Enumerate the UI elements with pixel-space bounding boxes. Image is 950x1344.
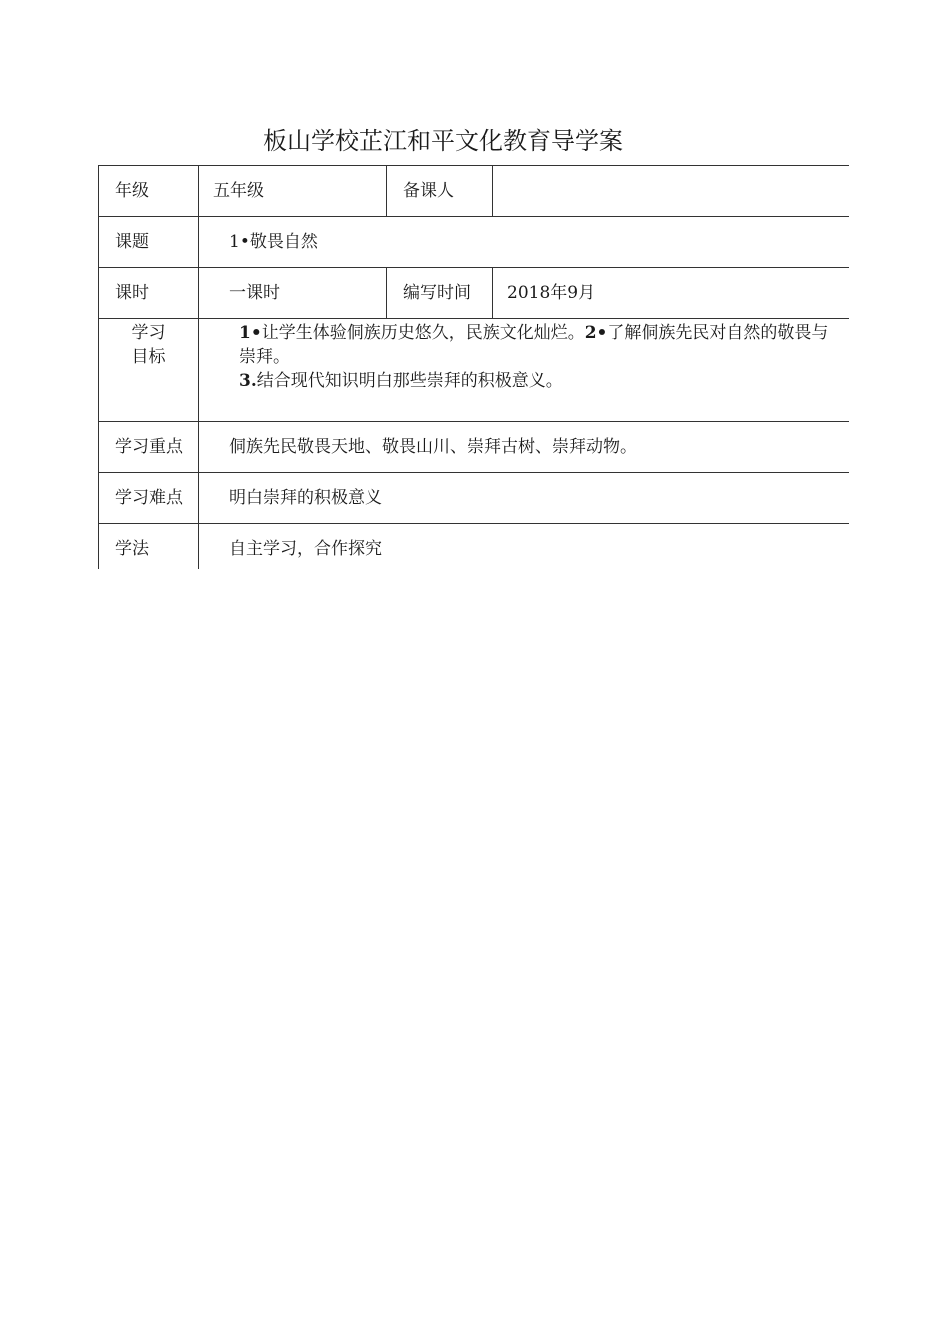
- method-label: 学法: [99, 524, 199, 570]
- method-value: 自主学习，合作探究: [199, 524, 850, 570]
- page-title: 板山学校芷江和平文化教育导学案: [263, 127, 623, 155]
- key-points-label: 学习重点: [99, 422, 199, 473]
- table-row-method: [99, 524, 850, 570]
- table-row-grade: [99, 166, 850, 217]
- table-row-key-points: [99, 422, 850, 473]
- difficulty-label: 学习难点: [99, 473, 199, 524]
- table-row-period: [99, 268, 850, 319]
- preparer-label: 备课人: [387, 166, 493, 217]
- table-row-difficulty: [99, 473, 850, 524]
- goal-2-number: 2•: [584, 323, 608, 343]
- goals-content: [199, 319, 850, 422]
- period-label: 课时: [99, 268, 199, 319]
- topic-label: 课题: [99, 217, 199, 268]
- goal-3-text: 结合现代知识明白那些崇拜的积极意义。: [256, 371, 563, 391]
- grade-label: 年级: [99, 166, 199, 217]
- goals-label: [99, 319, 199, 422]
- difficulty-value: 明白崇拜的积极意义: [199, 473, 850, 524]
- key-points-value: 侗族先民敬畏天地、敬畏山川、崇拜古树、崇拜动物。: [199, 422, 850, 473]
- preparer-value: [493, 166, 850, 217]
- goals-label-line-2: 目标: [131, 347, 166, 367]
- goals-label-line-1: 学习: [131, 323, 166, 343]
- goal-3-number: 3.: [239, 371, 257, 391]
- goal-3: [239, 369, 837, 393]
- written-time-label: 编写时间: [387, 268, 493, 319]
- lesson-plan-table: [98, 165, 849, 569]
- title-area: [263, 124, 643, 166]
- goal-1-number: 1•: [239, 323, 262, 343]
- written-time-value: 2018年9月: [493, 268, 850, 319]
- table-row-goals: [99, 319, 850, 422]
- period-value: 一课时: [199, 268, 387, 319]
- table-row-topic: [99, 217, 850, 268]
- grade-value: 五年级: [199, 166, 387, 217]
- goal-1-text: 让学生体验侗族历史悠久，民族文化灿烂。: [261, 323, 585, 343]
- goal-2-text: 了解侗族先民对自然的敬畏与崇拜。: [239, 323, 829, 367]
- topic-value: 1•敬畏自然: [199, 217, 850, 268]
